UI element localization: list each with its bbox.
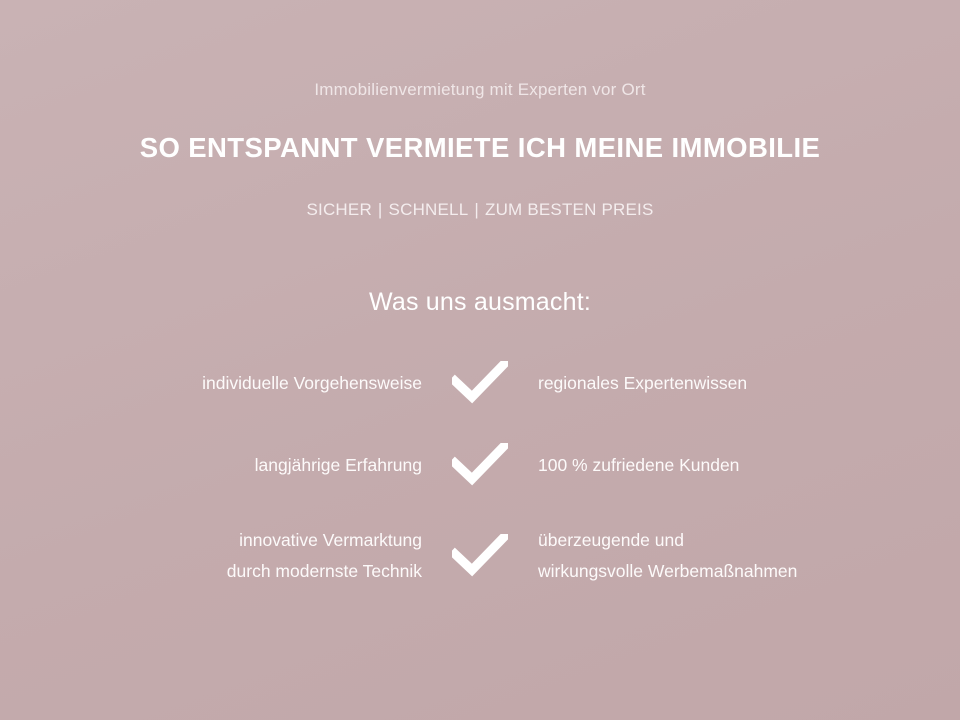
- feature-list: [0, 361, 960, 586]
- list-item: [60, 361, 900, 405]
- check-icon: [448, 443, 512, 487]
- subline-separator-2: |: [474, 200, 479, 219]
- page-title: SO ENTSPANNT VERMIETE ICH MEINE IMMOBILIE: [139, 132, 821, 163]
- feature-right-block: [512, 525, 868, 586]
- subline-part-3: ZUM BESTEN PREIS: [485, 200, 654, 219]
- feature-right-line-2: wirkungsvolle Werbemaßnahmen: [538, 560, 798, 581]
- check-icon: [448, 361, 512, 405]
- feature-left-block: [92, 525, 448, 586]
- subline: [0, 200, 960, 220]
- feature-left-line-1: innovative Vermarktung: [239, 530, 422, 550]
- check-icon: [448, 534, 512, 578]
- subline-separator-1: |: [377, 200, 383, 219]
- feature-left-text: individuelle Vorgehensweise: [202, 373, 422, 393]
- eyebrow-text: Immobilienvermietung mit Experten vor Ort: [314, 80, 646, 99]
- subline-part-1: SICHER: [306, 200, 372, 219]
- list-item: [60, 443, 900, 487]
- feature-right-text: 100 % zufriedene Kunden: [538, 455, 740, 475]
- list-item: [60, 525, 900, 586]
- feature-right-text: regionales Expertenwissen: [538, 373, 748, 393]
- feature-left-text: langjährige Erfahrung: [254, 455, 422, 475]
- subline-part-2: SCHNELL: [388, 200, 469, 219]
- feature-right-line-1: überzeugende und: [538, 530, 684, 550]
- section-title: Was uns ausmacht:: [368, 288, 591, 316]
- feature-left-line-2: durch modernste Technik: [226, 560, 422, 581]
- slide-header: [0, 0, 960, 220]
